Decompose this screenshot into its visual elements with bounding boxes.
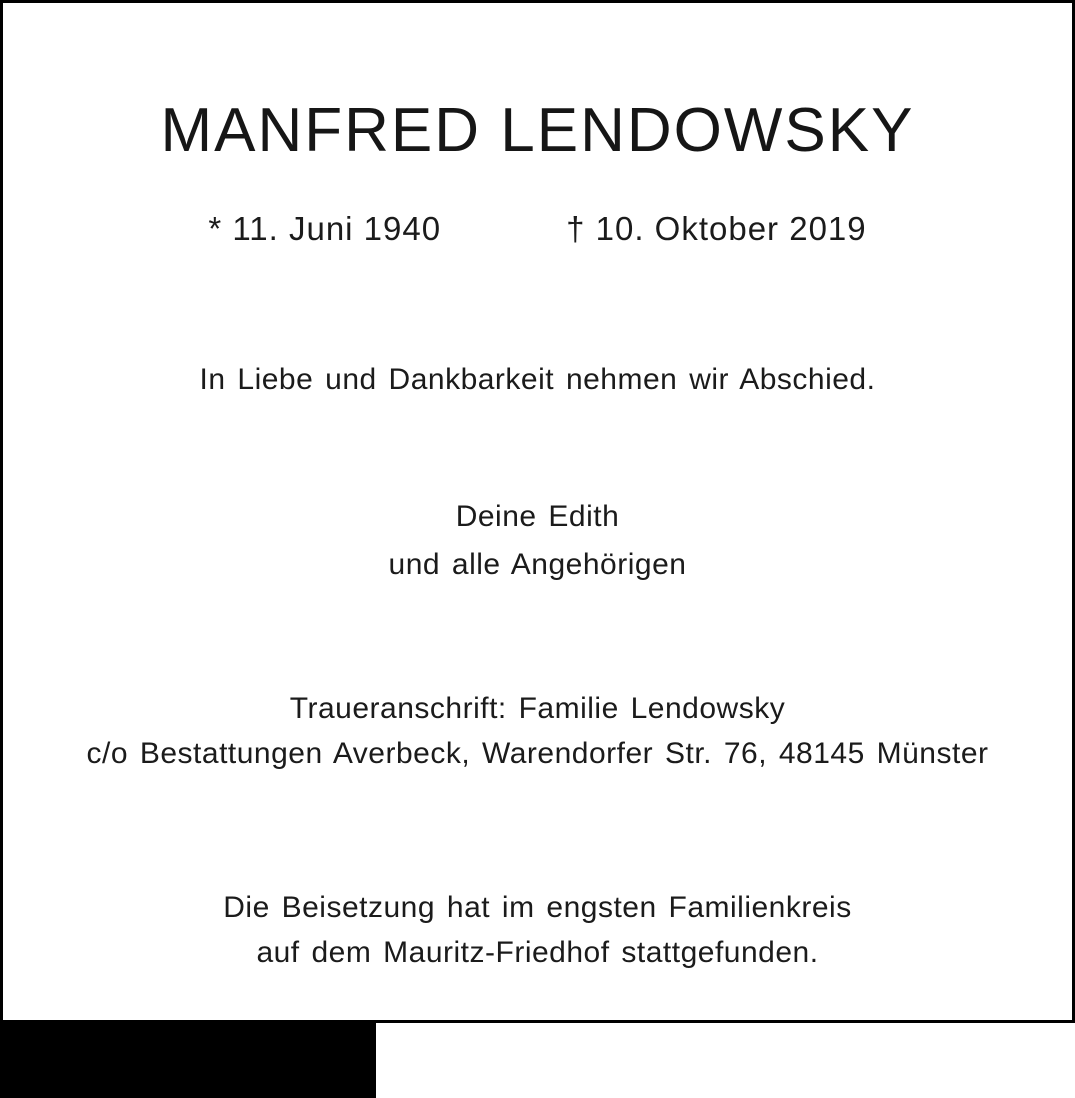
mourner-line: und alle Angehörigen — [388, 548, 687, 581]
burial-info-block — [3, 885, 1072, 975]
mourner-line: Deine Edith — [455, 500, 620, 533]
deceased-name: MANFRED LENDOWSKY — [160, 96, 915, 165]
mourning-address-line: Traueranschrift: Familie Lendowsky — [289, 692, 786, 725]
life-dates-row — [3, 207, 1072, 251]
mourning-address-block — [3, 686, 1072, 776]
burial-info-line: auf dem Mauritz-Friedhof stattgefunden. — [256, 936, 819, 969]
mourners-block — [3, 493, 1072, 589]
mourning-address-line: c/o Bestattungen Averbeck, Warendorfer Str. 76, 48145 Münster — [86, 737, 989, 770]
birth-date: * 11. Juni 1940 — [208, 210, 442, 247]
farewell-line: In Liebe und Dankbarkeit nehmen wir Abschied. — [199, 363, 876, 396]
death-date: † 10. Oktober 2019 — [566, 210, 867, 247]
burial-info-line: Die Beisetzung hat im engsten Familienkreis — [223, 891, 852, 924]
redaction-bar — [0, 1021, 376, 1098]
